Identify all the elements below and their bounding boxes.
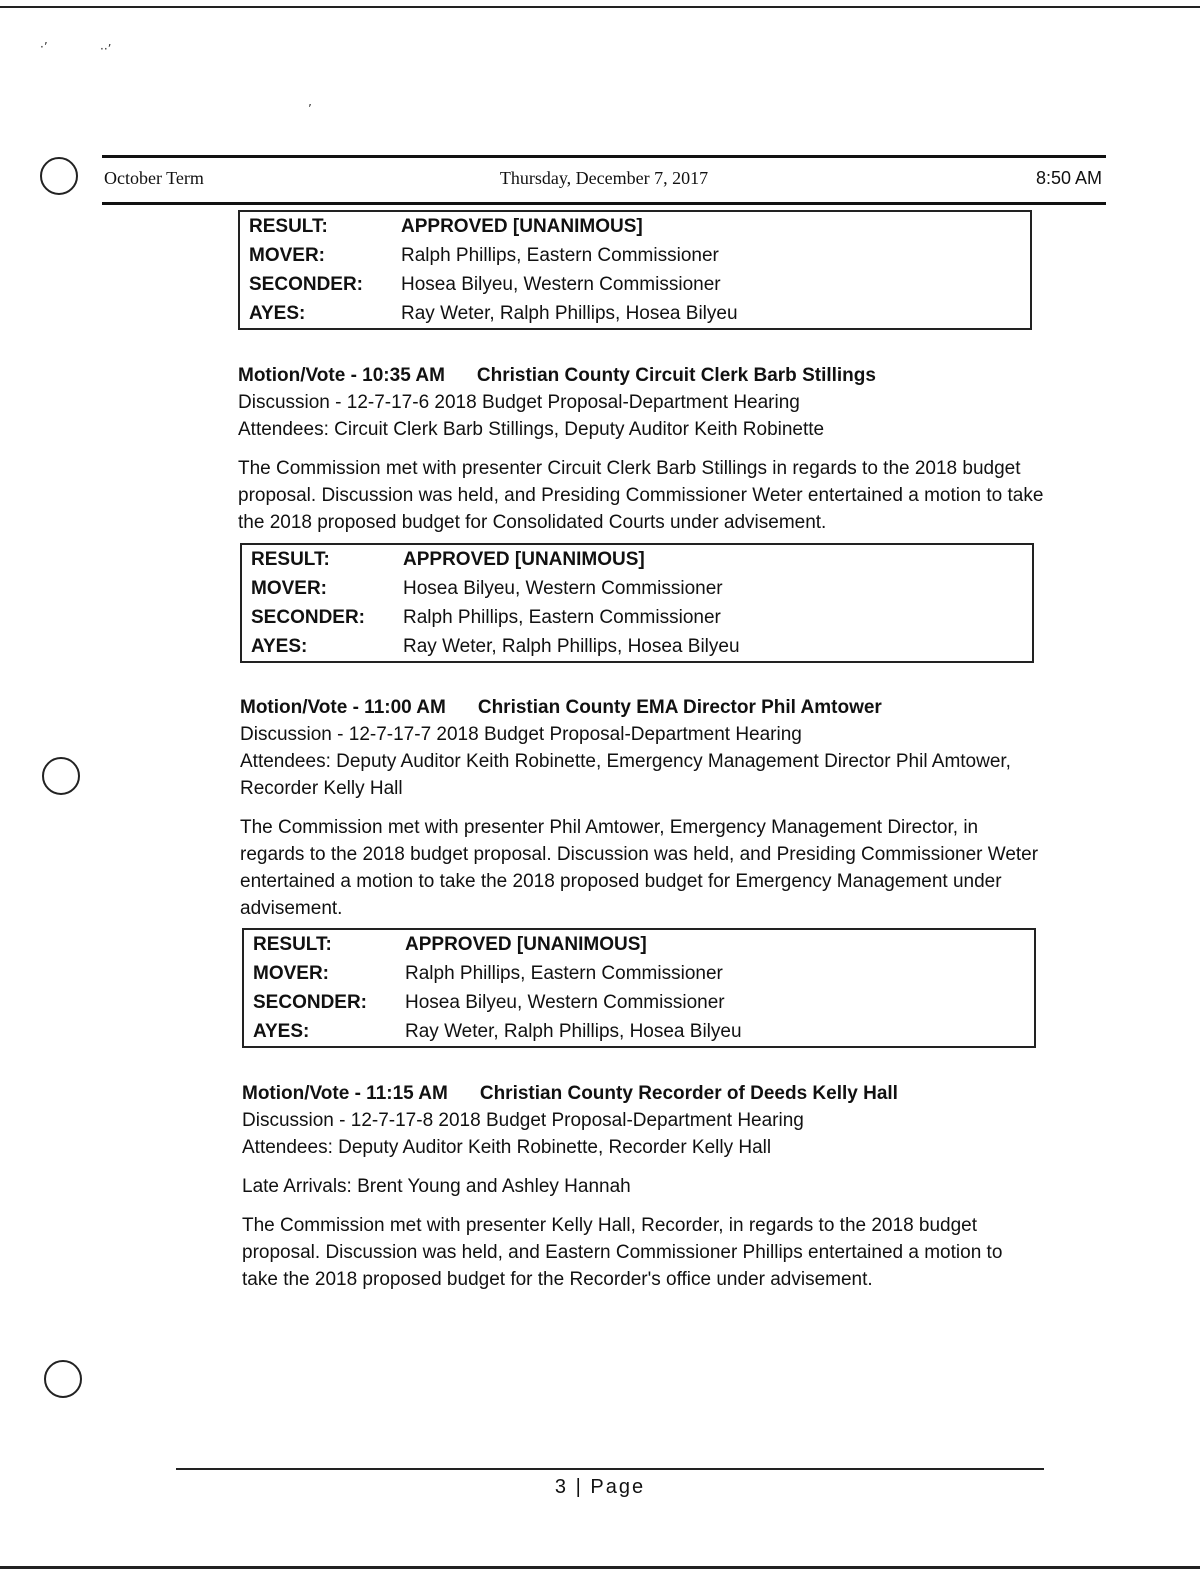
result-row — [240, 212, 1030, 241]
page-header — [102, 155, 1106, 205]
result-value: APPROVED [UNANIMOUS] — [405, 934, 647, 955]
ayes-row — [240, 299, 1030, 328]
scan-speck: ’ — [308, 102, 312, 116]
seconder-label: SECONDER: — [249, 274, 364, 295]
ayes-label: AYES: — [249, 303, 306, 324]
motion-label: Motion/Vote - 10:35 AM — [238, 365, 445, 386]
ayes-label: AYES: — [253, 1021, 310, 1042]
result-row — [242, 545, 1032, 574]
motion-section — [238, 362, 1048, 536]
result-label: RESULT: — [249, 216, 328, 237]
motion-heading — [242, 1080, 1042, 1107]
seconder-row — [244, 988, 1034, 1017]
seconder-value: Ralph Phillips, Eastern Commissioner — [403, 607, 721, 628]
motion-section — [240, 694, 1040, 922]
motion-paragraph: The Commission met with presenter Phil Amtower, Emergency Management Director, in regards to the 2018 budget proposal. Discussion was held, and Presiding Commissioner Weter entertained a motion to take the 2018 proposed budget for Emergency Management under advisement. — [240, 817, 1039, 919]
ayes-value: Ray Weter, Ralph Phillips, Hosea Bilyeu — [405, 1021, 742, 1042]
scan-bottom-edge — [0, 1566, 1200, 1569]
attendees-line: Attendees: Deputy Auditor Keith Robinette, Emergency Management Director Phil Amtower, Recorder Kelly Hall — [240, 751, 1011, 799]
scan-top-edge — [0, 6, 1200, 8]
ayes-value: Ray Weter, Ralph Phillips, Hosea Bilyeu — [401, 303, 738, 324]
mover-label: MOVER: — [253, 963, 329, 984]
meeting-date: Thursday, December 7, 2017 — [499, 168, 709, 188]
motion-section — [242, 1080, 1042, 1293]
scan-speck: ·’ — [40, 40, 48, 54]
mover-row — [242, 574, 1032, 603]
discussion-line: Discussion - 12-7-17-8 2018 Budget Proposal-Department Hearing — [242, 1110, 804, 1131]
ayes-value: Ray Weter, Ralph Phillips, Hosea Bilyeu — [403, 636, 740, 657]
seconder-value: Hosea Bilyeu, Western Commissioner — [405, 992, 725, 1013]
seconder-value: Hosea Bilyeu, Western Commissioner — [401, 274, 721, 295]
motion-heading — [238, 362, 1048, 389]
mover-label: MOVER: — [249, 245, 325, 266]
punch-hole — [40, 157, 78, 195]
meeting-time: 8:50 AM — [1035, 168, 1102, 188]
vote-result-box — [238, 210, 1032, 330]
seconder-row — [242, 603, 1032, 632]
mover-value: Hosea Bilyeu, Western Commissioner — [403, 578, 723, 599]
result-row — [244, 930, 1034, 959]
seconder-row — [240, 270, 1030, 299]
vote-result-box — [242, 928, 1036, 1048]
mover-label: MOVER: — [251, 578, 327, 599]
discussion-line: Discussion - 12-7-17-6 2018 Budget Proposal-Department Hearing — [238, 392, 800, 413]
result-label: RESULT: — [251, 549, 330, 570]
mover-row — [240, 241, 1030, 270]
punch-hole — [44, 1360, 82, 1398]
mover-value: Ralph Phillips, Eastern Commissioner — [401, 245, 719, 266]
motion-paragraph: The Commission met with presenter Circuit Clerk Barb Stillings in regards to the 2018 budget proposal. Discussion was held, and Presiding Commissioner Weter entertained a motion to take the 2018 proposed budget for Consolidated Courts under advisement. — [238, 458, 1044, 533]
scan-speck: ··’ — [100, 42, 112, 56]
motion-title: Christian County EMA Director Phil Amtower — [477, 697, 882, 718]
result-value: APPROVED [UNANIMOUS] — [403, 549, 645, 570]
seconder-label: SECONDER: — [253, 992, 368, 1013]
motion-title: Christian County Circuit Clerk Barb Stillings — [476, 365, 876, 386]
ayes-label: AYES: — [251, 636, 308, 657]
vote-result-box — [240, 543, 1034, 663]
motion-title: Christian County Recorder of Deeds Kelly Hall — [479, 1083, 898, 1104]
discussion-line: Discussion - 12-7-17-7 2018 Budget Proposal-Department Hearing — [240, 724, 802, 745]
attendees-line: Attendees: Deputy Auditor Keith Robinette, Recorder Kelly Hall — [242, 1137, 772, 1158]
footer-rule — [176, 1468, 1044, 1470]
motion-label: Motion/Vote - 11:00 AM — [240, 697, 446, 718]
result-label: RESULT: — [253, 934, 332, 955]
mover-value: Ralph Phillips, Eastern Commissioner — [405, 963, 723, 984]
motion-label: Motion/Vote - 11:15 AM — [242, 1083, 448, 1104]
late-arrivals-line: Late Arrivals: Brent Young and Ashley Hannah — [242, 1176, 631, 1197]
attendees-line: Attendees: Circuit Clerk Barb Stillings, Deputy Auditor Keith Robinette — [238, 419, 825, 440]
motion-paragraph: The Commission met with presenter Kelly Hall, Recorder, in regards to the 2018 budget proposal. Discussion was held, and Eastern Commissioner Phillips entertained a motion to take the 2018 proposed budget for the Recorder's office under advisement. — [242, 1215, 1003, 1290]
ayes-row — [244, 1017, 1034, 1046]
mover-row — [244, 959, 1034, 988]
page-number: 3 | Page — [554, 1476, 646, 1498]
term-label: October Term — [104, 168, 204, 188]
motion-heading — [240, 694, 1040, 721]
ayes-row — [242, 632, 1032, 661]
result-value: APPROVED [UNANIMOUS] — [401, 216, 643, 237]
punch-hole — [42, 757, 80, 795]
seconder-label: SECONDER: — [251, 607, 366, 628]
